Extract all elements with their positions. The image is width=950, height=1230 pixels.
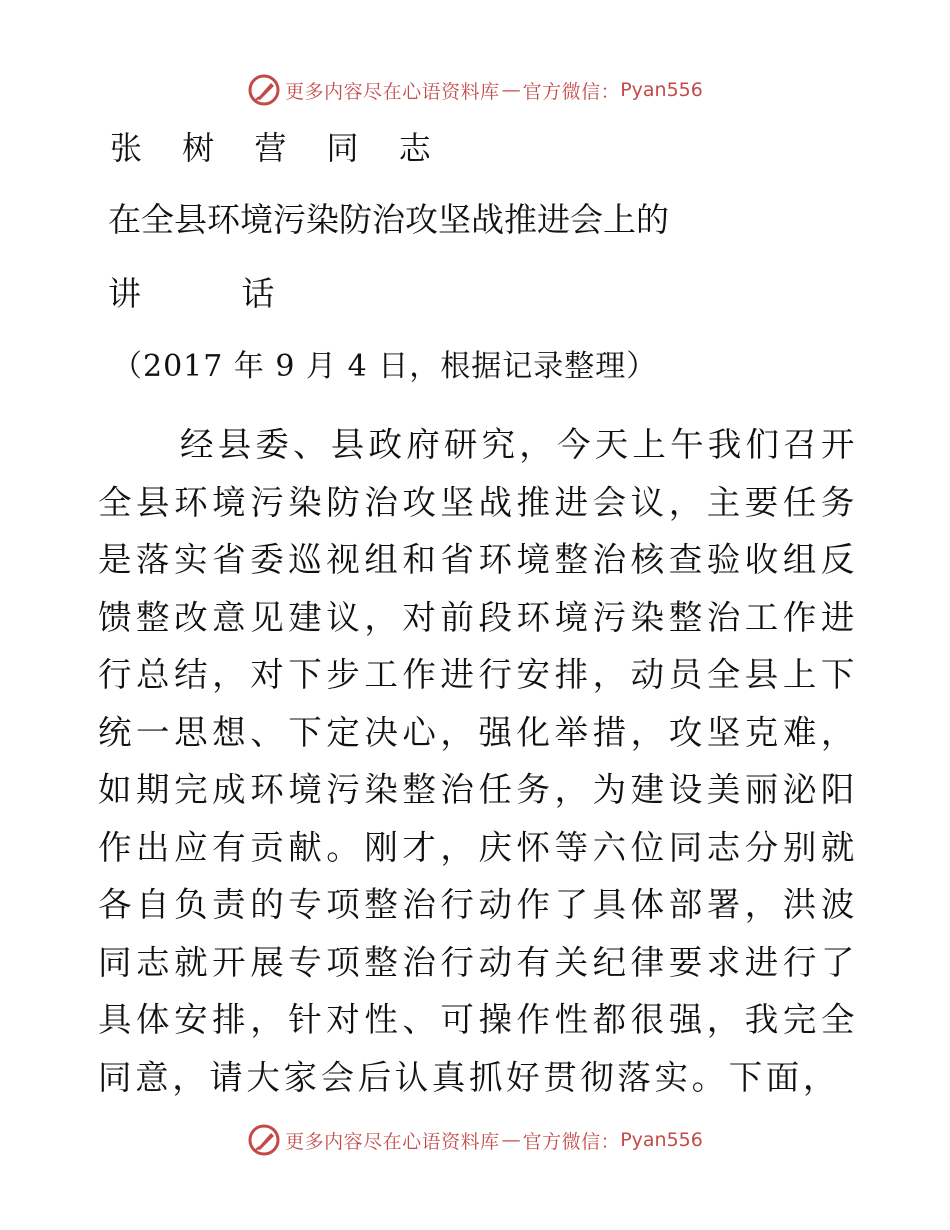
banner-dash: — <box>501 79 521 101</box>
date-line: （2017 年 9 月 4 日，根据记录整理） <box>112 349 658 384</box>
header-watermark-banner <box>0 70 950 110</box>
speech-label: 讲 话 <box>108 274 320 313</box>
quill-logo-icon <box>247 73 281 107</box>
document-body <box>98 416 858 1106</box>
banner-text: 更多内容尽在心语资料库 <box>285 80 500 103</box>
quill-logo-icon <box>247 1123 281 1157</box>
footer-watermark-banner <box>0 1120 950 1160</box>
banner-official-label: 官方微信： <box>522 80 621 103</box>
banner-wechat-id: Pyan556 <box>620 1129 703 1151</box>
speaker-name: 张 树 营 同 志 <box>110 129 446 167</box>
banner-text: 更多内容尽在心语资料库 <box>285 1130 500 1153</box>
banner-wechat-id: Pyan556 <box>620 79 703 101</box>
body-paragraph: 经县委、县政府研究，今天上午我们召开全县环境污染防治攻坚战推进会议，主要任务是落实省委巡视组和省环境整治核查验收组反馈整改意见建议，对前段环境污染整治工作进行总结，对下步工作进行安排，动员全县上下统一思想、下定决心，强化举措，攻坚克难，如期完成环境污染整治任务，为建设美丽泌阳作出应有贡献。刚才，庆怀等六位同志分别就各自负责的专项整治行动作了具体部署，洪波同志就开展专项整治行动有关纪律要求进行了具体安排，针对性、可操作性都很强，我完全同意，请大家会后认真抓好贯彻落实。下面， <box>98 425 858 1097</box>
banner-official-label: 官方微信： <box>522 1130 621 1153</box>
banner-dash: — <box>501 1129 521 1151</box>
speech-title: 在全县环境污染防治攻坚战推进会上的 <box>108 200 669 239</box>
